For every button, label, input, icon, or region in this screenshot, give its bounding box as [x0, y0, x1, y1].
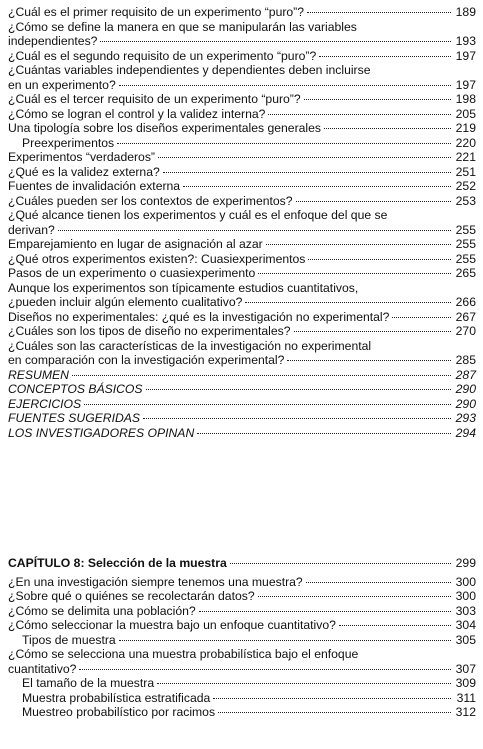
- leader-dots: [100, 41, 451, 42]
- toc-entry[interactable]: [8, 281, 476, 310]
- toc-entry-title: en un experimento?: [8, 77, 116, 92]
- toc-entry-title-line: ¿Cómo se define la manera en que se manipularán las variables: [8, 19, 357, 34]
- leader-dots: [307, 12, 451, 13]
- toc-entry-title: ¿pueden incluir algún elemento cualitativo?: [8, 295, 243, 309]
- leader-dots: [258, 273, 451, 274]
- toc-page-number: 311: [456, 690, 476, 705]
- toc-page-number: 300: [455, 589, 476, 603]
- leader-dots: [304, 99, 451, 100]
- leader-dots: [84, 404, 451, 405]
- toc-entry[interactable]: [8, 618, 476, 633]
- toc-entry[interactable]: [8, 382, 476, 397]
- leader-dots: [308, 259, 451, 260]
- toc-page-number: 221: [455, 150, 476, 164]
- toc-entry-title-line: ¿Qué alcance tienen los experimentos y cuál es el enfoque del que se: [8, 208, 388, 222]
- toc-entry-title: Fuentes de invalidación externa: [8, 179, 181, 193]
- chapter-8-entries: [8, 575, 476, 720]
- toc-page-number: 193: [455, 34, 476, 48]
- toc-entry-title: RESUMEN: [8, 367, 69, 382]
- toc-page-number: 266: [455, 295, 476, 309]
- toc-entry[interactable]: [8, 589, 476, 604]
- toc-entry-title: Muestra probabilística estratificada: [22, 690, 211, 705]
- toc-entry[interactable]: [8, 107, 476, 122]
- leader-dots: [324, 128, 451, 129]
- toc-page-number: 252: [455, 179, 476, 193]
- toc-entry-title: cuantitativo?: [8, 661, 77, 676]
- toc-page-number: 205: [455, 106, 476, 121]
- toc-entry[interactable]: [8, 368, 476, 383]
- toc-entry[interactable]: [8, 179, 476, 194]
- leader-dots: [218, 712, 451, 713]
- toc-page-number: 304: [455, 618, 476, 632]
- leader-dots: [296, 201, 451, 202]
- toc-entry[interactable]: [8, 604, 476, 619]
- toc-page-number: 251: [455, 164, 476, 179]
- toc-entry-title: Pasos de un experimento o cuasiexperimento: [8, 266, 256, 280]
- toc-entry-title: Una tipología sobre los diseños experimentales generales: [8, 121, 322, 135]
- toc-entry[interactable]: [8, 208, 476, 237]
- toc-page-number: 253: [455, 193, 476, 208]
- toc-entry-title-line: ¿Cuántas variables independientes y dependientes deben incluirse: [8, 63, 371, 77]
- toc-page-number: 305: [455, 632, 476, 647]
- toc-entry-title: ¿Sobre qué o quiénes se recolectarán datos?: [8, 589, 255, 603]
- toc-entry[interactable]: [8, 20, 476, 49]
- leader-dots: [339, 625, 451, 626]
- toc-entry[interactable]: [8, 324, 476, 339]
- toc-entry-title: derivan?: [8, 222, 55, 237]
- leader-dots: [117, 143, 451, 144]
- leader-dots: [258, 596, 451, 597]
- toc-entry-title-line: ¿Cuáles son las características de la investigación no experimental: [8, 338, 372, 353]
- toc-entry[interactable]: [8, 5, 476, 20]
- toc-entry-title: ¿Cómo se delimita una población?: [8, 603, 196, 618]
- toc-entry[interactable]: [8, 310, 476, 325]
- toc-page-number: 303: [455, 603, 476, 618]
- toc-entry[interactable]: [8, 575, 476, 590]
- toc-entry[interactable]: [8, 49, 476, 64]
- toc-page-number: 307: [455, 661, 476, 676]
- chapter-title: CAPÍTULO 8: Selección de la muestra: [8, 556, 227, 570]
- toc-entry-title: ¿Qué es la validez externa?: [8, 164, 160, 179]
- leader-dots: [143, 418, 451, 419]
- toc-entry-title: Muestreo probabilístico por racimos: [22, 705, 216, 719]
- toc-entry[interactable]: [8, 63, 476, 92]
- toc-page-number: 287: [455, 367, 476, 382]
- leader-dots: [245, 302, 451, 303]
- leader-dots: [319, 56, 451, 57]
- leader-dots: [58, 230, 451, 231]
- leader-dots: [72, 375, 451, 376]
- leader-dots: [183, 186, 451, 187]
- toc-page-number: 255: [455, 237, 476, 251]
- toc-entry-title-line: Aunque los experimentos son típicamente estudios cuantitativos,: [8, 280, 359, 295]
- toc-entry[interactable]: [8, 92, 476, 107]
- toc-entry[interactable]: [8, 633, 476, 648]
- leader-dots: [158, 157, 451, 158]
- toc-entry[interactable]: [8, 705, 476, 720]
- toc-page-number: 189: [455, 5, 476, 19]
- toc-page-number: 220: [455, 135, 476, 150]
- toc-entry-title: CONCEPTOS BÁSICOS: [8, 382, 143, 396]
- toc-page-number: 294: [455, 425, 476, 440]
- toc-page-number: 290: [455, 396, 476, 411]
- toc-entry-title: ¿Cuáles son los tipos de diseño no experimentales?: [8, 324, 291, 338]
- toc-page-number: 290: [455, 382, 476, 396]
- toc-entry-title: Diseños no experimentales: ¿qué es la investigación no experimental?: [8, 309, 390, 324]
- toc-chapter-8: [8, 556, 476, 720]
- leader-dots: [146, 389, 451, 390]
- leader-dots: [287, 360, 451, 361]
- toc-entry[interactable]: [8, 266, 476, 281]
- toc-entry-title: Experimentos “verdaderos”: [8, 150, 155, 164]
- leader-dots: [230, 563, 451, 564]
- leader-dots: [119, 85, 451, 86]
- toc-entry-title: ¿Cómo seleccionar la muestra bajo un enfoque cuantitativo?: [8, 618, 336, 632]
- leader-dots: [119, 640, 451, 641]
- toc-page-number: 255: [455, 251, 476, 266]
- toc-entry[interactable]: [8, 165, 476, 180]
- leader-dots: [213, 698, 451, 699]
- leader-dots: [79, 669, 451, 670]
- toc-entry[interactable]: [8, 237, 476, 252]
- toc-page-number: 293: [455, 411, 476, 425]
- toc-entry-title: ¿Cuál es el segundo requisito de un experimento “puro”?: [8, 48, 317, 63]
- toc-entry-title-line: ¿Cómo se selecciona una muestra probabilística bajo el enfoque: [8, 647, 359, 661]
- toc-entry-title: independientes?: [8, 34, 98, 48]
- toc-entry-title: ¿En una investigación siempre tenemos una muestra?: [8, 574, 303, 589]
- toc-page-number: 309: [455, 676, 476, 690]
- toc-entry[interactable]: [8, 136, 476, 151]
- toc-entry-title: ¿Cuál es el primer requisito de un experimento “puro”?: [8, 5, 305, 19]
- toc-entry-title: ¿Qué otros experimentos existen?: Cuasiexperimentos: [8, 251, 306, 266]
- toc-entry[interactable]: [8, 411, 476, 426]
- leader-dots: [268, 114, 451, 115]
- toc-entry[interactable]: [8, 121, 476, 136]
- toc-page-number: 219: [455, 121, 476, 135]
- toc-entry-title: Preexperimentos: [22, 135, 115, 150]
- toc-entry[interactable]: [8, 691, 476, 706]
- toc-entry-title: LOS INVESTIGADORES OPINAN: [8, 425, 195, 440]
- toc-entry[interactable]: [8, 647, 476, 676]
- toc-page-number: 285: [455, 353, 476, 367]
- toc-entry-title: ¿Cómo se logran el control y la validez interna?: [8, 106, 266, 121]
- toc-entry-title: en comparación con la investigación experimental?: [8, 353, 285, 367]
- toc-entry-title: FUENTES SUGERIDAS: [8, 411, 141, 425]
- chapter-page-number: 299: [455, 556, 476, 570]
- toc-entry-title: ¿Cuáles pueden ser los contextos de experimentos?: [8, 193, 293, 208]
- leader-dots: [157, 683, 451, 684]
- toc-entry-title: ¿Cuál es el tercer requisito de un experimento “puro”?: [8, 92, 301, 106]
- toc-section-continued: [8, 5, 476, 440]
- chapter-heading[interactable]: [8, 556, 476, 571]
- toc-entry[interactable]: [8, 397, 476, 412]
- toc-entry[interactable]: [8, 150, 476, 165]
- toc-page-number: 198: [455, 92, 476, 106]
- toc-page-number: 270: [455, 324, 476, 338]
- toc-page-number: 197: [455, 48, 476, 63]
- toc-entry-title: Emparejamiento en lugar de asignación al azar: [8, 237, 263, 251]
- leader-dots: [266, 244, 451, 245]
- leader-dots: [163, 172, 451, 173]
- toc-page-number: 265: [455, 266, 476, 280]
- toc-page-number: 312: [455, 705, 476, 719]
- toc-entry-title: El tamaño de la muestra: [22, 676, 155, 690]
- leader-dots: [199, 611, 451, 612]
- toc-entry[interactable]: [8, 194, 476, 209]
- toc-page-number: 255: [455, 222, 476, 237]
- toc-entry-title: EJERCICIOS: [8, 396, 82, 411]
- toc-page-number: 267: [455, 309, 476, 324]
- leader-dots: [306, 582, 451, 583]
- toc-entry[interactable]: [8, 676, 476, 691]
- toc-page-number: 197: [455, 77, 476, 92]
- toc-page-number: 300: [455, 574, 476, 589]
- toc-entry-title: Tipos de muestra: [22, 632, 116, 647]
- leader-dots: [294, 331, 451, 332]
- toc-entry[interactable]: [8, 426, 476, 441]
- toc-entry[interactable]: [8, 252, 476, 267]
- leader-dots: [197, 433, 451, 434]
- leader-dots: [392, 317, 451, 318]
- toc-entry[interactable]: [8, 339, 476, 368]
